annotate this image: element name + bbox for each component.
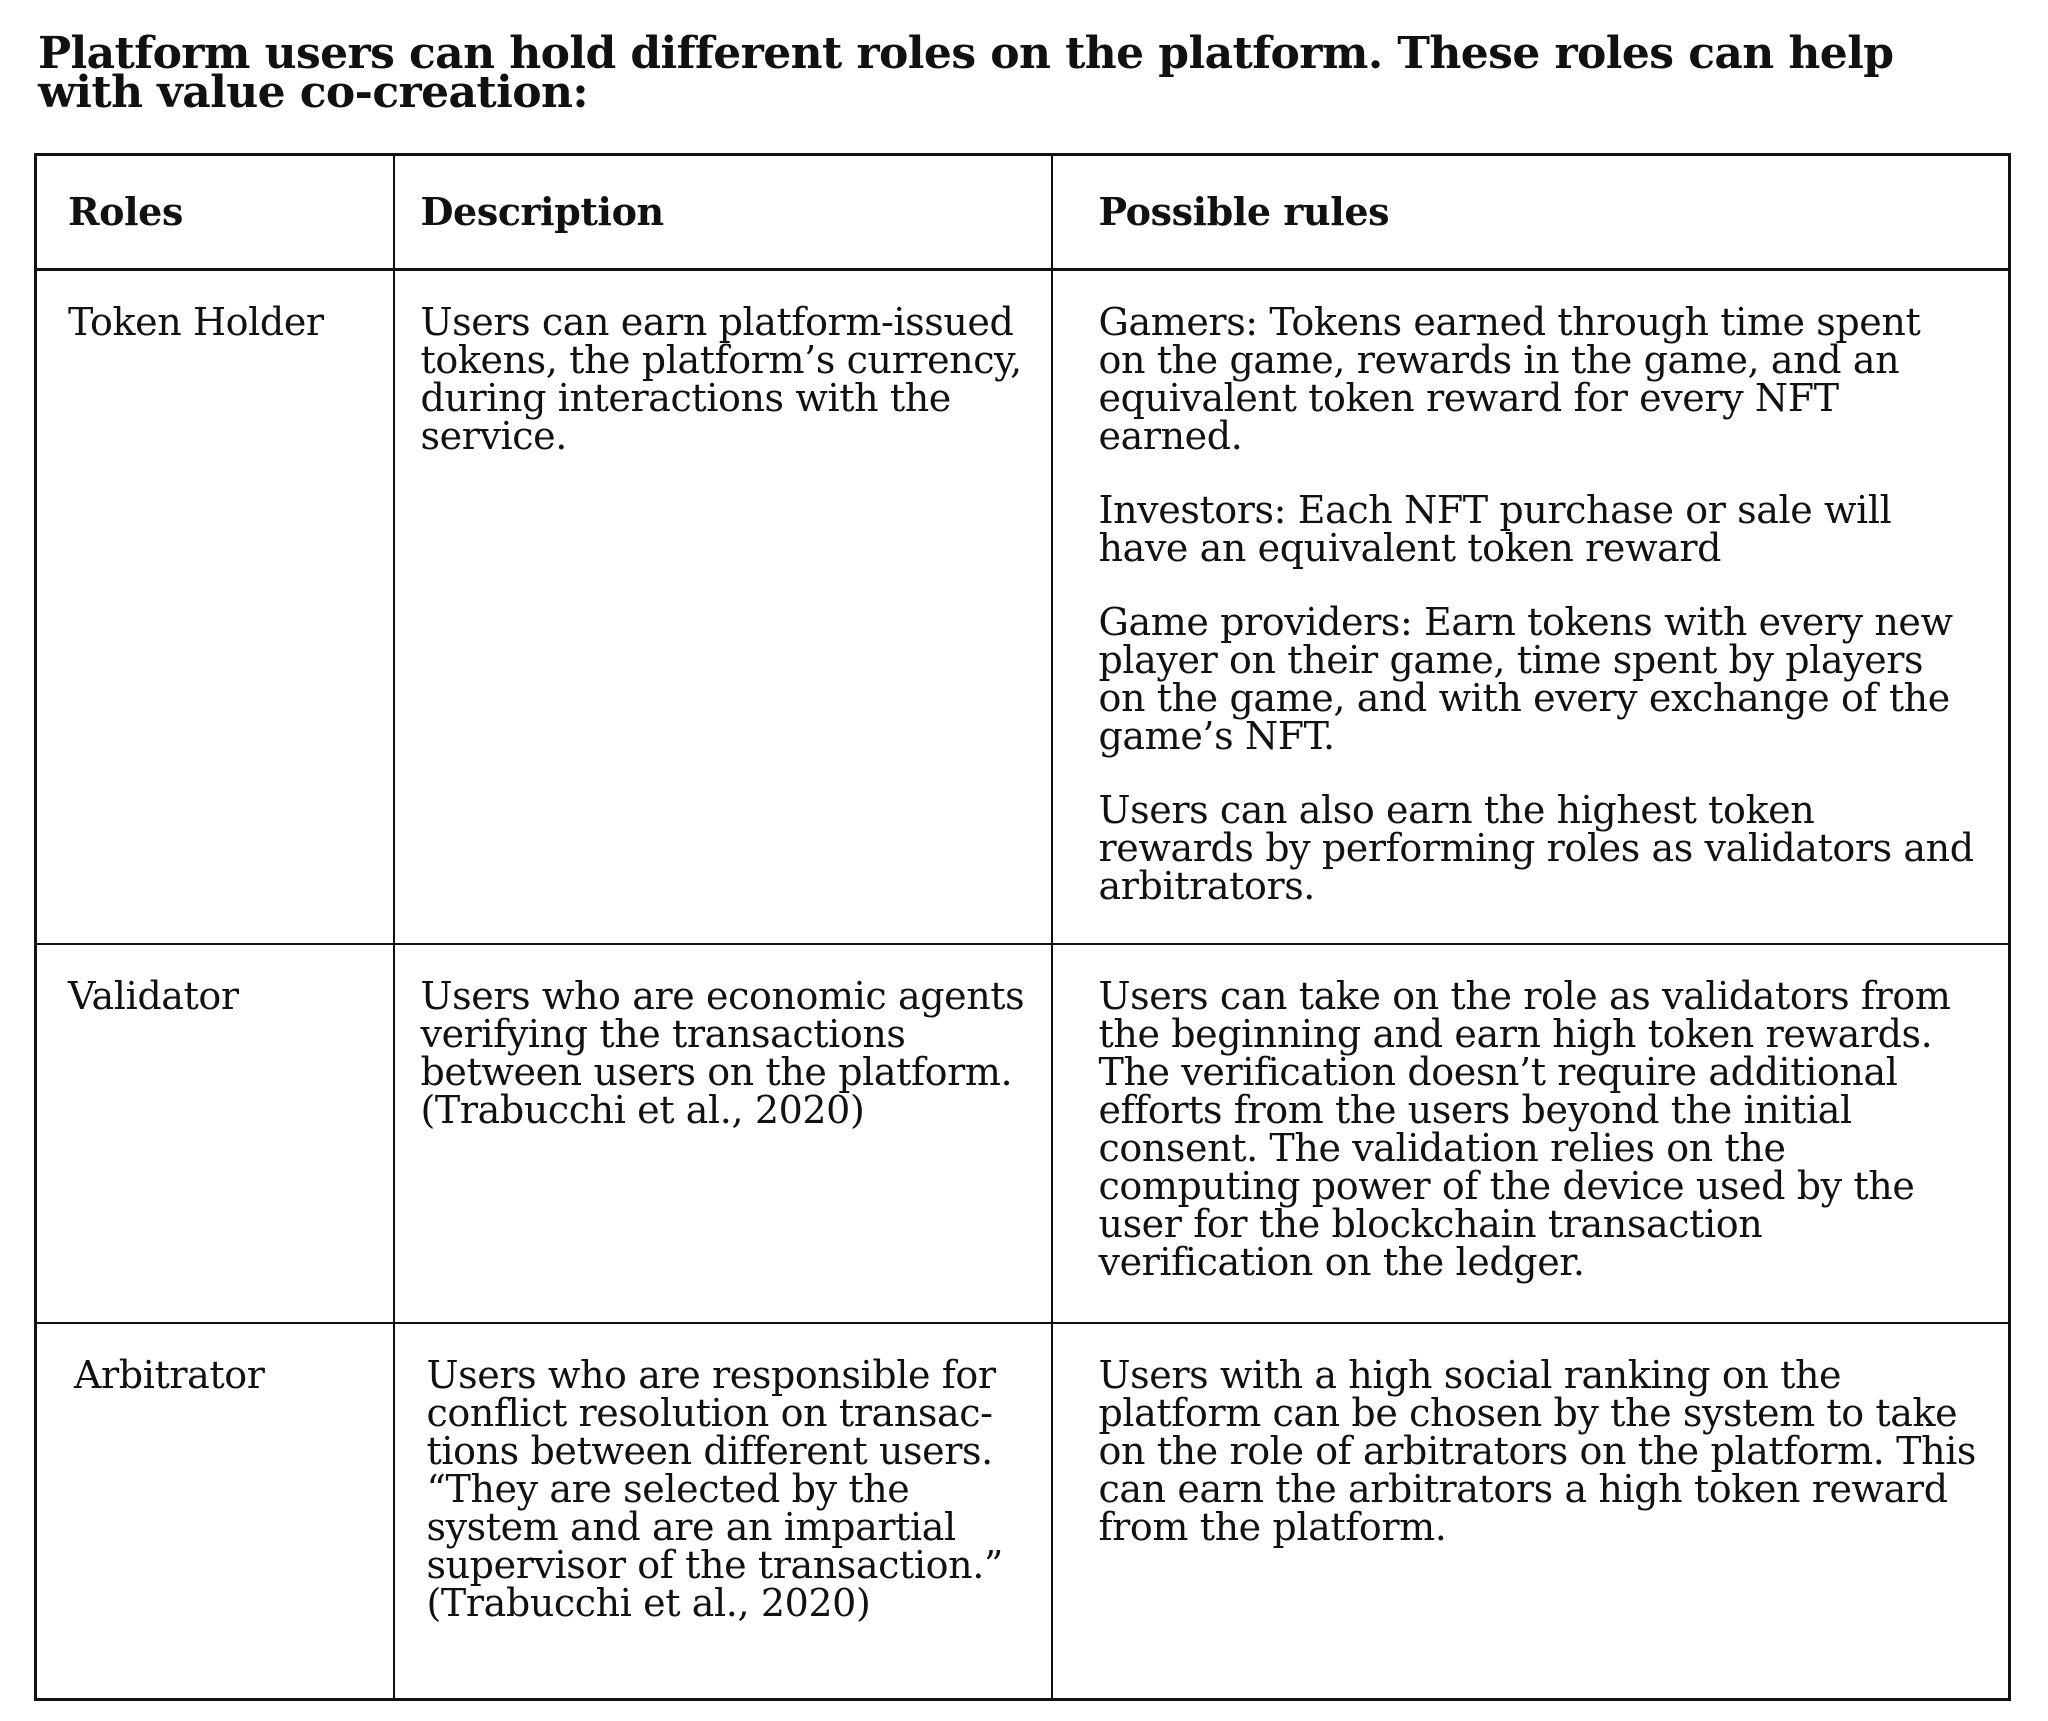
role-name: Token Holder	[68, 300, 324, 344]
role-cell	[36, 1323, 394, 1700]
rule-paragraph: Investors: Each NFT purchase or sale will have an equivalent token reward	[1098, 488, 1892, 570]
table-row-token-holder	[36, 270, 2010, 945]
rules-cell	[1052, 270, 2010, 945]
rules-cell	[1052, 944, 2010, 1323]
table-header	[36, 155, 2010, 270]
description-cell: Users who are responsible for conflict resolution on transac-tions between different users. “They are selected by the system and are an impartial supervisor of the transaction.” (Trabucchi et al., 2020)	[394, 1323, 1052, 1700]
rule-paragraph: Game providers: Earn tokens with every new player on their game, time spent by players on the game, and with every exchange of the game’s NFT.	[1098, 600, 1953, 758]
role-cell	[36, 944, 394, 1323]
description-cell: Users who are economic agents verifying the transactions between users on the platform. (Trabucchi et al., 2020)	[394, 944, 1052, 1323]
header-roles: Roles	[36, 155, 394, 270]
role-name: Validator	[68, 974, 239, 1018]
rules-cell	[1052, 1323, 2010, 1700]
role-name: Arbitrator	[74, 1353, 265, 1397]
table-row-validator	[36, 944, 2010, 1323]
rule-paragraph: Users can also earn the highest token rewards by performing roles as validators and arbitrators.	[1098, 788, 1974, 908]
table-row-arbitrator	[36, 1323, 2010, 1700]
page-heading: Platform users can hold different roles on the platform. These roles can help with value co-creation:	[38, 28, 1894, 118]
header-row	[36, 155, 2010, 270]
header-description: Description	[394, 155, 1052, 270]
roles-table	[34, 153, 2011, 1701]
rule-paragraph: Users with a high social ranking on the platform can be chosen by the system to take on the role of arbitrators on the platform. This can earn the arbitrators a high token reward from the platform.	[1098, 1353, 1977, 1549]
rule-paragraph: Gamers: Tokens earned through time spent on the game, rewards in the game, and an equivalent token reward for every NFT earned.	[1098, 300, 1921, 458]
header-possible-rules: Possible rules	[1052, 155, 2010, 270]
table-body	[36, 270, 2010, 1700]
role-cell	[36, 270, 394, 945]
rule-paragraph: Users can take on the role as validators from the beginning and earn high token rewards. The verification doesn’t require additional efforts from the users beyond the initial consent. The validation relies on the computing power of the device used by the user for the blockchain transaction verification on the ledger.	[1098, 974, 1951, 1284]
description-cell: Users can earn platform-issued tokens, the platform’s currency, during interactions with the service.	[394, 270, 1052, 945]
